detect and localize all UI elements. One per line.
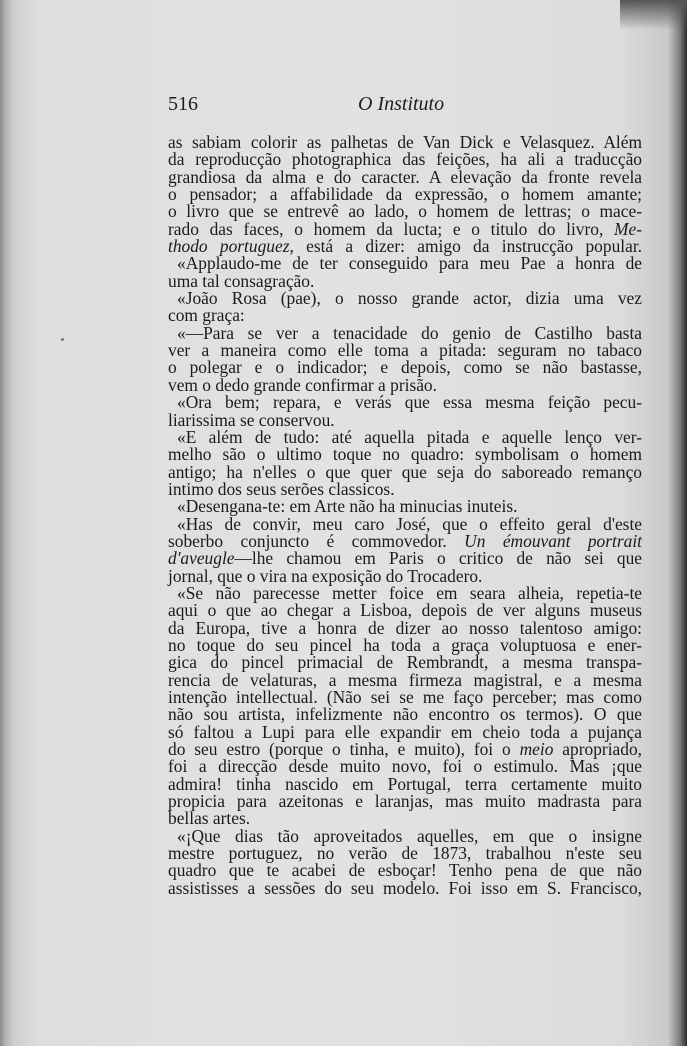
text-line: d'aveugle—lhe chamou em Paris o critico de não sei que	[168, 548, 642, 569]
text-line: intenção intellectual. (Não sei se me faço perceber; mas como	[168, 687, 642, 707]
text-line: «¡Que dias tão aproveitados aquelles, em que o insigne	[177, 825, 642, 846]
text-line: da reproducção photographica das feições, ha ali a traducção	[168, 149, 642, 170]
text-line: «Ora bem; repara, e verás que essa mesma feição pecu-	[177, 392, 642, 413]
text-line: antigo; ha n'elles o que quer que seja do saboreado remanço	[168, 461, 642, 482]
text-line: o polegar e o indicador; e depois, como se não bastasse,	[168, 357, 642, 378]
page-number: 516	[168, 93, 198, 115]
binding-shadow	[620, 0, 687, 30]
margin-speck	[61, 338, 64, 341]
text-line: as sabiam colorir as palhetas de Van Dick e Velasquez. Além	[168, 132, 642, 152]
text-line: rencia de velaturas, a mesma firmeza magistral, e a mesma	[168, 669, 642, 690]
text-line: no toque do seu pincel ha toda a graça voluptuosa e ener-	[168, 634, 642, 655]
text-line: «—Para se ver a tenacidade do genio de Castilho basta	[177, 322, 642, 343]
text-line: do seu estro (porque o tinha, e muito), foi o meio apropriado,	[168, 739, 642, 760]
text-line: «João Rosa (pae), o nosso grande actor, dizia uma vez	[177, 288, 642, 309]
text-line: com graça:	[168, 305, 245, 326]
running-title: O Instituto	[358, 93, 445, 115]
text-line: gica do pincel primacial de Rembrandt, a mesma transpa-	[168, 652, 642, 673]
text-line: «Se não parecesse metter foice em seara alheia, repetia-te	[177, 582, 642, 603]
text-line: bellas artes.	[168, 808, 251, 829]
text-line: thodo portuguez, está a dizer: amigo da instrucção popular.	[168, 236, 642, 257]
text-line: o pensador; a affabilidade da expressão, o homem amante;	[168, 184, 642, 205]
text-line: aqui o que ao chegar a Lisboa, depois de ver alguns museus	[168, 600, 642, 621]
text-line: melho são o ultimo toque no quadro: symbolisam o homem	[168, 444, 642, 465]
text-line: da Europa, tive a honra de dizer ao nosso talentoso amigo:	[168, 617, 642, 638]
text-line: «Desengana-te: em Arte não ha minucias inuteis.	[177, 496, 518, 517]
text-line: uma tal consagração.	[168, 270, 315, 291]
page-header	[168, 93, 642, 119]
text-line: grandiosa da alma e do caracter. A elevação da fronte revela	[168, 166, 642, 187]
text-line: propicia para azeitonas e laranjas, mas muito madrasta para	[168, 791, 642, 812]
text-line: intimo dos seus serões classicos.	[168, 478, 395, 499]
text-line: assistisses a sessões do seu modelo. Foi isso em S. Francisco,	[168, 877, 642, 898]
text-line: «Applaudo-me de ter conseguido para meu Pae a honra de	[177, 253, 642, 274]
text-line: liarissima se conservou.	[168, 409, 335, 430]
text-line: «Has de convir, meu caro José, que o effeito geral d'este	[177, 513, 642, 534]
text-line: não sou artista, infelizmente não encontro os termos). O que	[168, 704, 642, 725]
body-text	[168, 134, 642, 897]
text-line: ver a maneira como elle toma a pitada: seguram no tabaco	[168, 340, 642, 361]
text-line: quadro que te acabei de esboçar! Tenho pena de que não	[168, 860, 642, 881]
text-line: admira! tinha nascido em Portugal, terra certamente muito	[168, 773, 642, 794]
text-line: foi a direcção desde muito novo, foi o estimulo. Mas ¡que	[168, 756, 642, 777]
text-line: jornal, que o vira na exposição do Trocadero.	[168, 565, 483, 586]
text-line: «E além de tudo: até aquella pitada e aquelle lenço ver-	[177, 426, 642, 447]
text-line: vem o dedo grande confirmar a prisão.	[168, 374, 437, 395]
text-line: soberbo conjuncto é commovedor. Un émouvant portrait	[168, 530, 642, 551]
text-line: mestre portuguez, no verão de 1873, trabalhou n'este seu	[168, 843, 642, 864]
text-line: o livro que se entrevê ao lado, o homem de lettras; o mace-	[168, 201, 642, 222]
text-line: rado das faces, o homem da lucta; e o titulo do livro, Me-	[168, 218, 642, 239]
text-line: só faltou a Lupi para elle expandir em cheio toda a pujança	[168, 721, 642, 742]
